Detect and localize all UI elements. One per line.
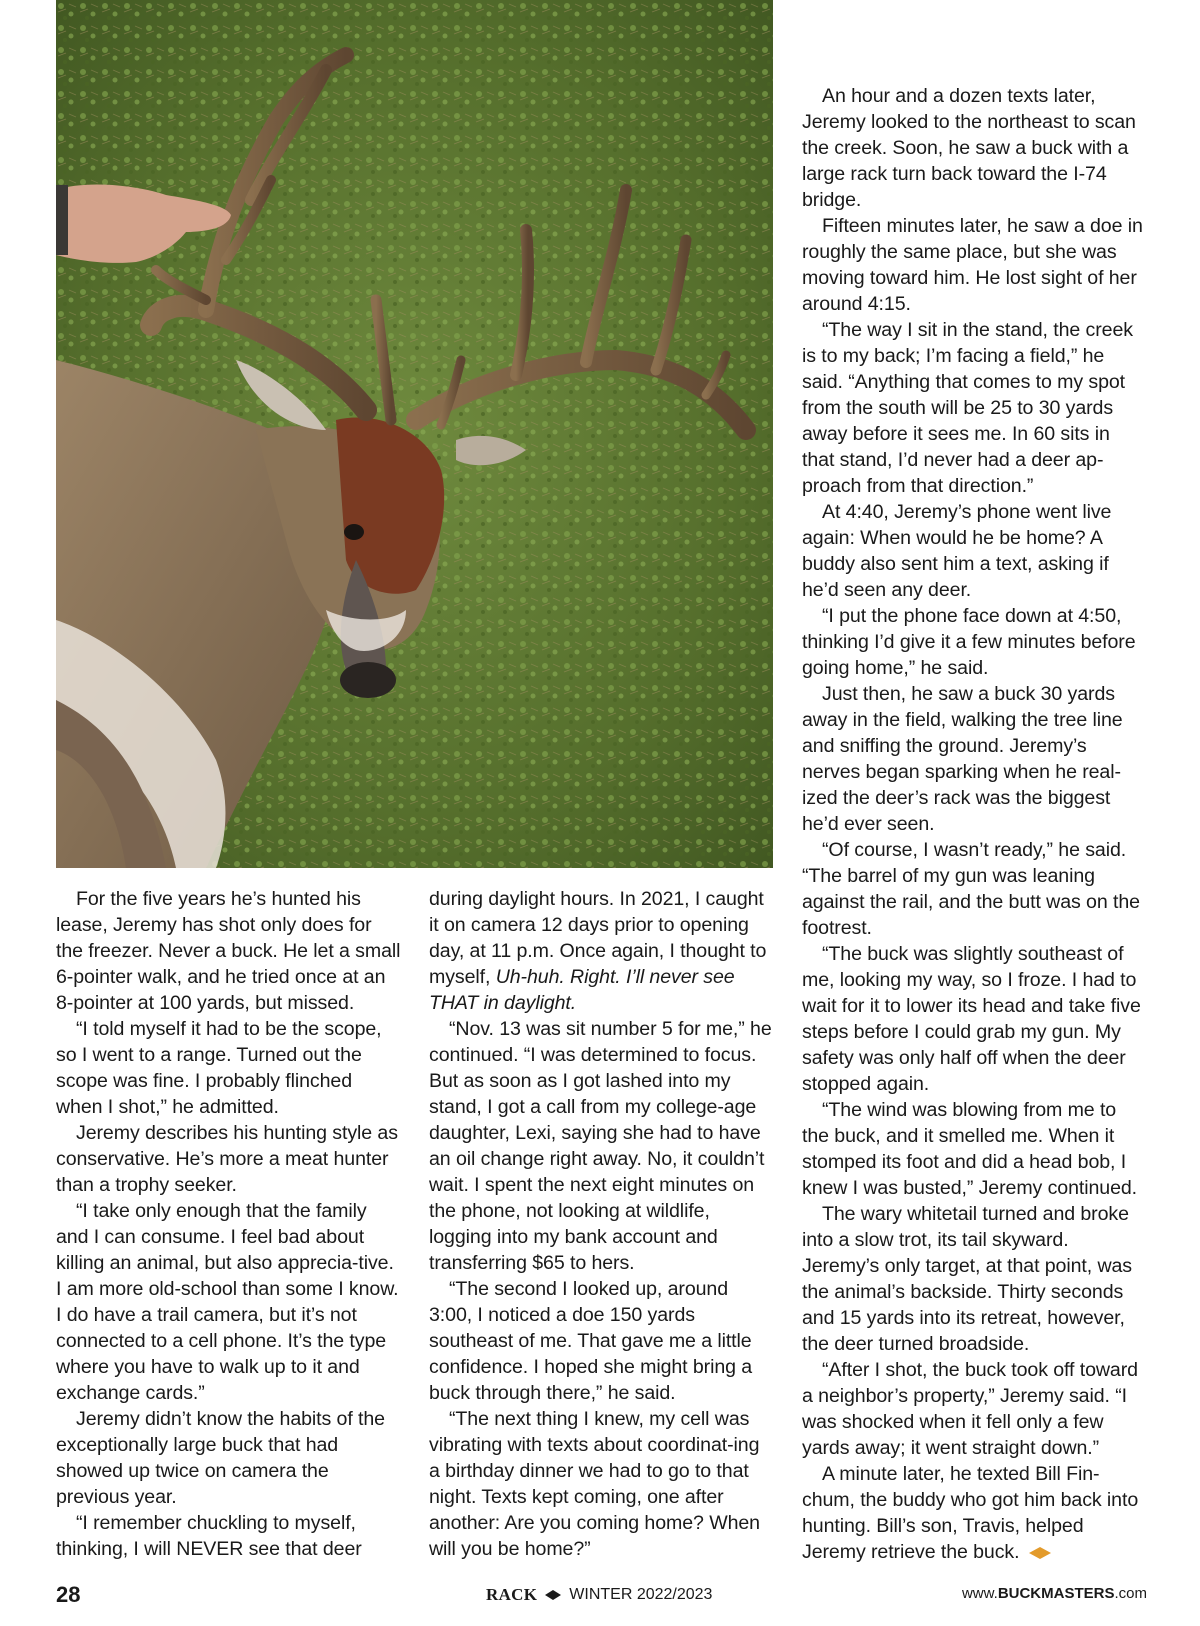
magazine-issue-line — [486, 1585, 712, 1605]
paragraph: For the five years he’s hunted his lease, Jeremy has shot only does for the freezer. Never a buck. He let a small 6-pointer walk, and he tried once at an 8-pointer at 100 yards, but missed. — [56, 888, 401, 1014]
paragraph: “Nov. 13 was sit number 5 for me,” he continued. “I was determined to focus. But as soon as I got lashed into my stand, I got a call from my college-age daughter, Lexi, saying she had to have an oil change right away. No, it couldn’t wait. I spent the next eight minutes on the phone, not looking at wildlife, logging into my bank account and transferring $65 to hers. — [429, 1018, 772, 1274]
paragraph-text: A minute later, he texted Bill Fin-chum, the buddy who got him back into hunting. Bill’s son, Travis, helped Jeremy retrieve the buck. — [802, 1463, 1139, 1563]
paragraph: “The way I sit in the stand, the creek is to my back; I’m facing a field,” he said. “Anything that comes to my spot from the south will be 25 to 30 yards away before it sees me. In 60 sits in that stand, I’d never had a deer ap-proach from that direction.” — [802, 319, 1133, 497]
url-suffix: .com — [1114, 1585, 1147, 1602]
paragraph: “The buck was slightly southeast of me, looking my way, so I froze. I had to wait for it to lower its head and take five steps before I could grab my gun. My safety was only half off when the deer stopped again. — [802, 943, 1141, 1095]
paragraph: An hour and a dozen texts later, Jeremy looked to the northeast to scan the creek. Soon, he saw a buck with a large rack turn back toward the I-74 bridge. — [802, 85, 1136, 211]
article-column-2 — [429, 886, 774, 1562]
paragraph: “I remember chuckling to myself, thinking, I will NEVER see that deer — [56, 1512, 362, 1560]
paragraph: Jeremy didn’t know the habits of the exceptionally large buck that had showed up twice on camera the previous year. — [56, 1408, 385, 1508]
url-brand: BUCKMASTERS — [997, 1585, 1115, 1602]
paragraph: Fifteen minutes later, he saw a doe in roughly the same place, but she was moving toward him. He lost sight of her around 4:15. — [802, 215, 1143, 315]
magazine-name: RACK — [486, 1585, 538, 1604]
paragraph: Just then, he saw a buck 30 yards away in the field, walking the tree line and sniffing the ground. Jeremy’s nerves began sparking when he real-ized the deer’s rack was the biggest he’d ever seen. — [802, 683, 1123, 835]
issue-date: WINTER 2022/2023 — [569, 1586, 713, 1603]
paragraph-final — [802, 1461, 1147, 1565]
paragraph: “I told myself it had to be the scope, so I went to a range. Turned out the scope was fine. I probably flinched when I shot,” he admitted. — [56, 1018, 382, 1118]
paragraph: “I take only enough that the family and I can consume. I feel bad about killing an animal, but also apprecia-tive. I am more old-school than some I know. I do have a trail camera, but it’s not connected to a cell phone. It’s the type where you have to walk up to it and exchange cards.” — [56, 1200, 399, 1404]
paragraph: The wary whitetail turned and broke into a slow trot, its tail skyward. Jeremy’s only target, at that point, was the animal’s backside. Thirty seconds and 15 yards into its retreat, however, the deer turned broadside. — [802, 1203, 1132, 1355]
paragraph: At 4:40, Jeremy’s phone went live again: When would he be home? A buddy also sent him a text, asking if he’d seen any deer. — [802, 501, 1112, 601]
paragraph: Jeremy describes his hunting style as conservative. He’s more a meat hunter than a trophy seeker. — [56, 1122, 398, 1196]
paragraph: “After I shot, the buck took off toward a neighbor’s property,” Jeremy said. “I was shocked when it fell only a few yards away; it went straight down.” — [802, 1359, 1138, 1459]
paragraph-continued — [429, 886, 774, 1016]
diamond-separator-icon — [545, 1590, 561, 1600]
url-prefix: www. — [961, 1585, 998, 1602]
page-footer — [56, 1582, 1147, 1608]
paragraph: “The wind was blowing from me to the buck, and it smelled me. When it stomped its foot and did a head bob, I knew I was busted,” Jeremy continued. — [802, 1099, 1138, 1199]
article-column-1 — [56, 886, 401, 1562]
buck-photo-illustration — [56, 0, 773, 868]
article-column-3 — [802, 83, 1147, 1565]
paragraph: “The second I looked up, around 3:00, I noticed a doe 150 yards southeast of me. That gave me a little confidence. I hoped she might bring a buck through there,” he said. — [429, 1278, 753, 1404]
article-photo — [56, 0, 773, 868]
page-number: 28 — [56, 1582, 81, 1607]
paragraph-text: during daylight hours. In 2021, I caught it on camera 12 days prior to opening day, at 11 p.m. Once again, I thought to myself, — [429, 888, 767, 988]
paragraph: “Of course, I wasn’t ready,” he said. “The barrel of my gun was leaning against the rail, and the butt was on the footrest. — [802, 839, 1140, 939]
end-of-article-icon — [1029, 1547, 1051, 1559]
paragraph: “The next thing I knew, my cell was vibrating with texts about coordinat-ing a birthday dinner we had to go to that night. Texts kept coming, one after another: Are you coming home? When will you be home?” — [429, 1408, 760, 1560]
website-url — [962, 1585, 1147, 1602]
italic-thought: Uh-huh. Right. I’ll never see THAT in daylight. — [429, 966, 735, 1014]
paragraph: “I put the phone face down at 4:50, thinking I’d give it a few minutes before going home,” he said. — [802, 605, 1136, 679]
